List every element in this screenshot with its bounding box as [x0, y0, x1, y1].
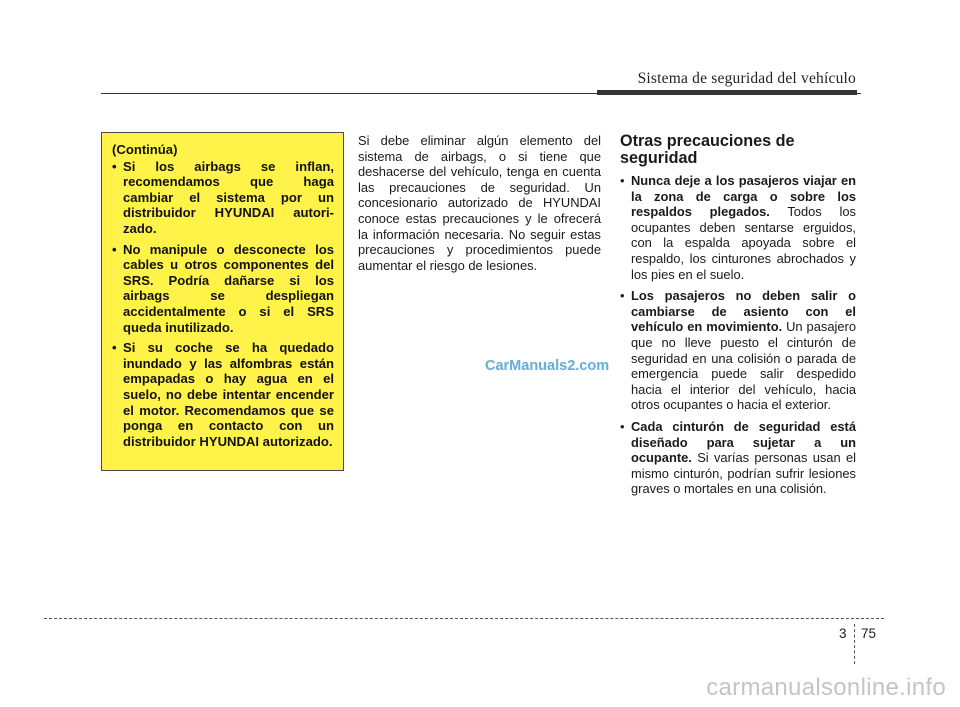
- brand-watermark: CarManuals2.com: [485, 358, 610, 374]
- precautions-list: [620, 173, 856, 497]
- precaution-body: Un pasajero que no lleve puesto el cinturón de seguridad en una colisión o parada de emergencia puede salir despedido hacia el interior del vehículo, hacia otros ocupantes o hacia el exterior.: [631, 319, 857, 413]
- precaution-lead: Los pasajeros no deben salir o cambiarse de asiento con el vehículo en movimiento.: [631, 288, 856, 335]
- precaution-item-one-occupant: [620, 419, 856, 497]
- header-rule-accent: [597, 90, 857, 95]
- warning-item-airbags-inflated: • Si los airbags se inflan, recomendamos que haga cambiar el sistema por un distribuidor HYUNDAI autori-zado.: [112, 159, 334, 237]
- airbag-disposal-paragraph: Si debe eliminar algún elemento del sistema de airbags, o si tiene que deshacerse del vehículo, tenga en cuenta las precauciones de seguridad. Un concesionario autorizado de HYUNDAI conoce estas precauciones y le ofrecerá la información necesaria. No seguir estas precauciones y procedimientos puede aumentar el riesgo de lesiones.: [358, 133, 601, 273]
- continued-label: (Continúa): [112, 142, 178, 157]
- site-watermark: carmanualsonline.info: [706, 674, 946, 701]
- page-number: 75: [861, 626, 877, 641]
- precaution-item-moving-vehicle: [620, 288, 856, 413]
- precaution-item-cargo-area: [620, 173, 856, 282]
- precaution-lead: Cada cinturón de seguridad está diseñado para sujetar a un ocupante.: [631, 418, 856, 466]
- section-heading: Otras precauciones de seguridad: [620, 132, 795, 167]
- warning-item-srs-tampering: • No manipule o desconecte los cables u otros componentes del SRS. Podría dañarse si los airbags se despliegan accidentalmente o si el SRS queda inutilizado.: [112, 242, 334, 336]
- chapter-number: 3: [839, 626, 847, 641]
- warning-list: [112, 159, 334, 450]
- warning-box: [101, 132, 344, 471]
- warning-item-flooded-vehicle: • Si su coche se ha quedado inundado y las alfombras están empapadas o hay agua en el suelo, no debe intentar encender el motor. Recomendamos que se ponga en contacto con un distribuidor HYUNDAI autorizado.: [112, 340, 334, 449]
- other-precautions-section: [620, 133, 856, 503]
- precaution-body: Si varías personas usan el mismo cinturón, podrían sufrir lesiones graves o mortales en una colisión.: [631, 450, 856, 497]
- precaution-body: Todos los ocupantes deben sentarse erguidos, con la espalda apoyada sobre el respaldo, los cinturones abrochados y los pies en el suelo.: [631, 204, 856, 282]
- footer-divider: [854, 624, 855, 664]
- footer-rule: [44, 618, 884, 619]
- precaution-lead: Nunca deje a los pasajeros viajar en la zona de carga o sobre los respaldos plegados.: [631, 173, 856, 220]
- page-header-title: Sistema de seguridad del vehículo: [637, 70, 856, 87]
